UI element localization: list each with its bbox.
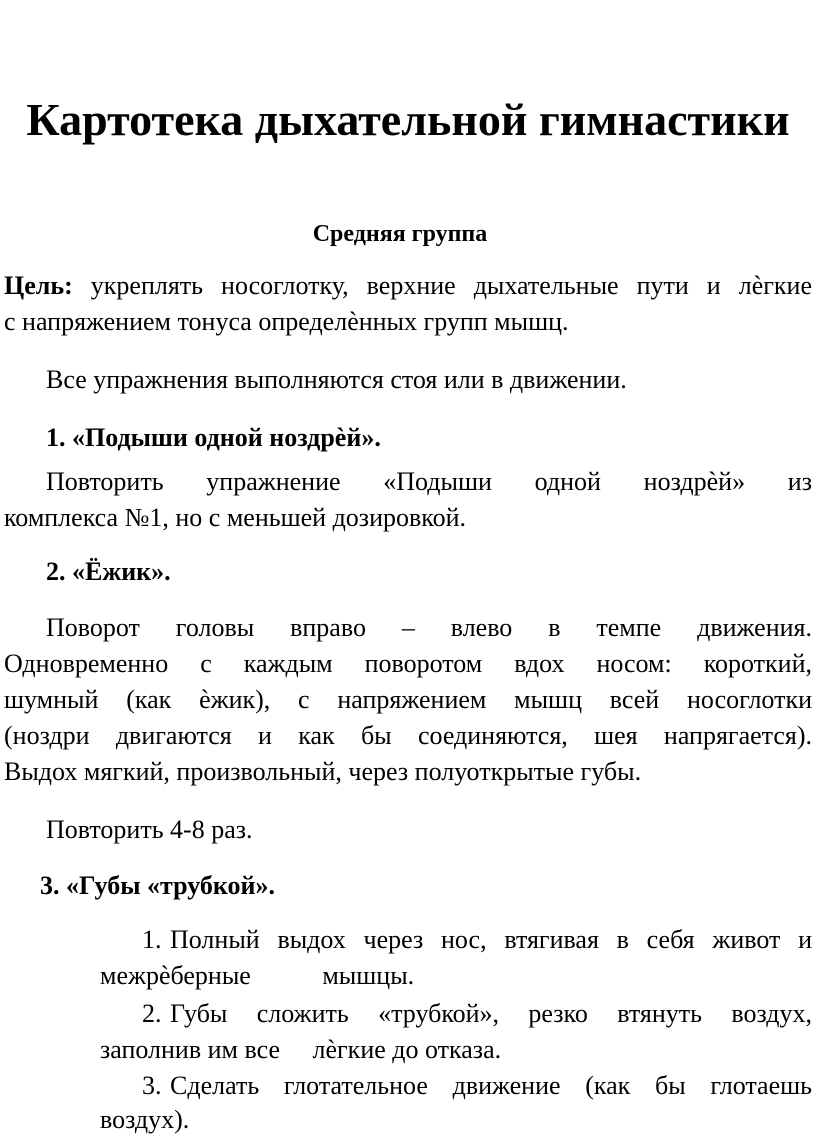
exercise-3-step-3-line-2: воздух). — [100, 1105, 190, 1134]
exercise-1-line-1: Повторить упражнение «Подыши одной ноздрѐй» из — [46, 467, 812, 496]
goal-label: Цель: — [4, 271, 73, 300]
exercise-3-step-2-line-2: заполнив им все лѐгкие до отказа. — [100, 1035, 502, 1064]
goal-line-1 — [4, 268, 812, 304]
exercise-3-step-3-line-1 — [142, 1068, 812, 1104]
exercise-2-line-3: шумный (как ѐжик), с напряжением мышц всей носоглотки — [4, 685, 812, 714]
step-text: Полный выдох через нос, втягивая в себя живот и — [170, 925, 812, 954]
step-number: 3. — [142, 1071, 162, 1100]
step-text: Сделать глотательное движение (как бы глотаешь — [170, 1071, 812, 1100]
exercise-3-step-2-line-1 — [142, 996, 812, 1032]
document-subtitle: Средняя группа — [312, 221, 488, 247]
exercise-2-line-5: Выдох мягкий, произвольный, через полуоткрытые губы. — [4, 757, 642, 786]
step-text: Губы сложить «трубкой», резко втянуть воздух, — [170, 999, 812, 1028]
exercise-3-heading: 3. «Губы «трубкой». — [40, 871, 275, 900]
exercise-1-heading: 1. «Подыши одной ноздрѐй». — [46, 423, 381, 452]
exercise-2-heading: 2. «Ёжик». — [46, 557, 171, 586]
goal-text-1: укреплять носоглотку, верхние дыхательные пути и лѐгкие — [72, 271, 812, 300]
exercise-3-step-1-line-1 — [142, 922, 812, 958]
exercise-2-line-4: (ноздри двигаются и как бы соединяются, шея напрягается). — [4, 721, 812, 750]
exercise-2-repeat: Повторить 4-8 раз. — [46, 815, 253, 844]
step-number: 2. — [142, 999, 162, 1028]
exercise-2-line-1: Поворот головы вправо – влево в темпе движения. — [46, 613, 812, 642]
document-title: Картотека дыхательной гимнастики — [26, 94, 790, 145]
step-number: 1. — [142, 925, 162, 954]
exercise-1-line-2: комплекса №1, но с меньшей дозировкой. — [4, 503, 466, 532]
exercise-2-line-2: Одновременно с каждым поворотом вдох носом: короткий, — [4, 649, 812, 678]
goal-line-2: с напряжением тонуса определѐнных групп мышц. — [4, 307, 569, 336]
intro-text: Все упражнения выполняются стоя или в движении. — [46, 365, 627, 394]
exercise-3-step-1-line-2: межрѐберные мышцы. — [100, 961, 415, 990]
